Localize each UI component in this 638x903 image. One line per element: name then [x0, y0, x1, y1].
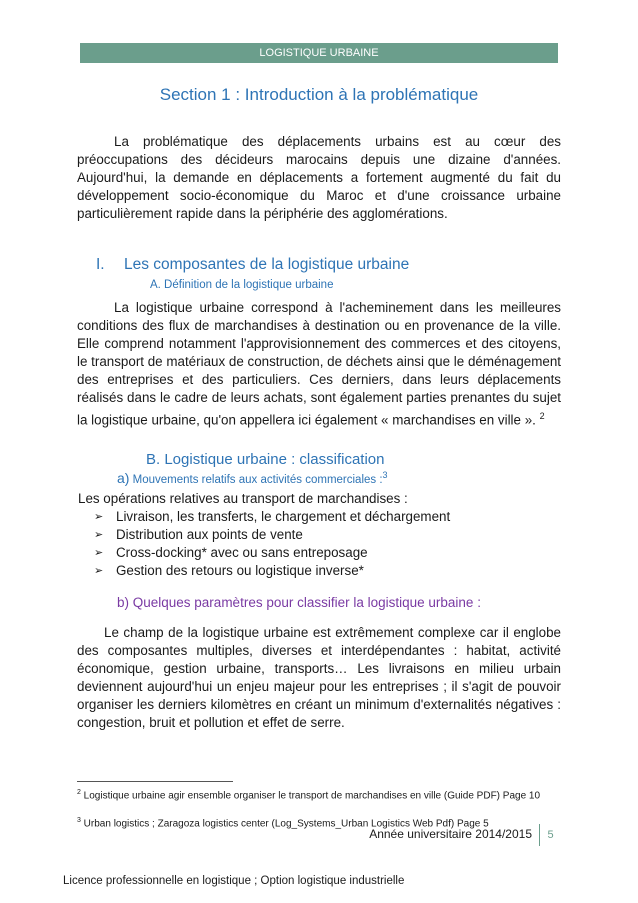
arrow-bullet-icon: ➢	[94, 511, 104, 523]
operations-lead: Les opérations relatives au transport de marchandises :	[78, 491, 408, 506]
operations-list	[94, 508, 450, 580]
footnote-divider	[77, 781, 233, 782]
list-item-text: Distribution aux points de vente	[116, 527, 303, 542]
part1-title: Les composantes de la logistique urbaine	[124, 256, 410, 273]
subsection-b-b-heading: b) Quelques paramètres pour classifier la logistique urbaine :	[117, 595, 481, 610]
footnote-3-text: Urban logistics ; Zaragoza logistics center (Log_Systems_Urban Logistics Web Pdf) Page 5	[80, 818, 489, 830]
list-item-text: Cross-docking* avec ou sans entreposage	[116, 545, 368, 560]
footnote-2-number: 2	[77, 789, 81, 796]
footnote-ref-3: 3	[382, 470, 388, 481]
subsection-a-heading: A. Définition de la logistique urbaine	[150, 279, 334, 291]
page-number: 5	[539, 824, 561, 846]
list-item	[94, 544, 450, 562]
definition-paragraph	[77, 299, 561, 429]
subsection-b-a-heading	[117, 470, 388, 486]
section-title: Section 1 : Introduction à la problématique	[159, 85, 479, 104]
intro-paragraph: La problématique des déplacements urbains est au cœur des préoccupations des décideurs marocains depuis une dizaine d'années. Aujourd'hui, la demande en déplacements a fortement augmenté du fait du développement socio-économique du Maroc et d'une croissance urbaine particulièrement rapide dans la périphérie des agglomérations.	[77, 134, 561, 221]
subsection-b-a-letter: a)	[117, 470, 130, 486]
subsection-b-heading: B. Logistique urbaine : classification	[146, 451, 385, 468]
list-item	[94, 562, 450, 580]
academic-year: Année universitaire 2014/2015	[369, 827, 532, 841]
subsection-b-a-title: Mouvements relatifs aux activités commerciales :	[129, 474, 383, 486]
list-item	[94, 508, 450, 526]
list-item	[94, 526, 450, 544]
list-item-text: Gestion des retours ou logistique inverse*	[116, 563, 364, 578]
header-bar	[80, 43, 558, 63]
footnote-3-number: 3	[77, 817, 81, 824]
footnote-ref-2: 2	[539, 411, 545, 421]
list-item-text: Livraison, les transferts, le chargement et déchargement	[116, 509, 451, 524]
footnote-2-text: Logistique urbaine agir ensemble organiser le transport de marchandises en ville (Guide PDF) Page 10	[80, 790, 541, 802]
definition-text: La logistique urbaine correspond à l'acheminement dans les meilleures conditions des flux de marchandises à destination ou en provenance de la ville. Elle comprend notamment l'approvisionnement des commerces et des citoyens, le transport de matériaux de construction, de déchets ainsi que le déménagement des entreprises et des particuliers. Ces derniers, dans leurs déplacements réalisés dans le cadre de leurs achats, sont également parties prenantes du sujet la logistique urbaine, qu'on appellera ici également « marchandises en ville ».	[77, 300, 561, 428]
arrow-bullet-icon: ➢	[94, 529, 104, 541]
footnote-2	[77, 786, 567, 803]
header-title: LOGISTIQUE URBAINE	[259, 47, 379, 59]
arrow-bullet-icon: ➢	[94, 565, 104, 577]
arrow-bullet-icon: ➢	[94, 547, 104, 559]
page-footer: Licence professionnelle en logistique ; Option logistique industrielle	[63, 875, 405, 887]
part1-number: I.	[96, 256, 105, 273]
part1-heading	[96, 256, 409, 274]
parameters-paragraph: Le champ de la logistique urbaine est extrêmement complexe car il englobe des composantes multiples, diverses et interdépendantes : habitat, activité économique, gestion urbaine, transports… Les livraisons en milieu urbain deviennent aujourd'hui un enjeu majeur pour les entreprises ; il s'agit de pouvoir organiser les derniers kilomètres en créant un minimum d'externalités négatives : congestion, bruit et pollution et effet de serre.	[77, 625, 561, 730]
